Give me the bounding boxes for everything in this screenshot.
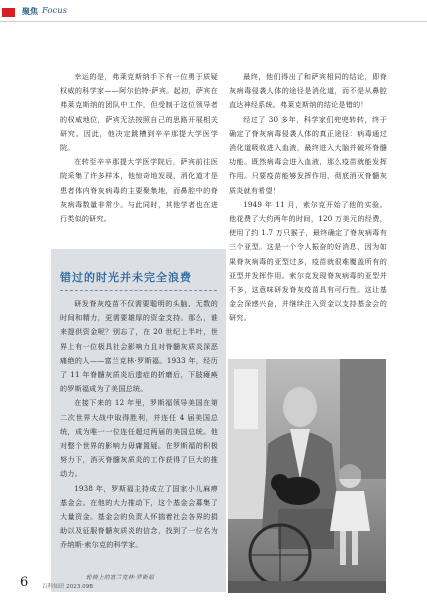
- heading-divider: [60, 290, 217, 291]
- publication-info: 百科知识 2023.09B: [42, 584, 94, 590]
- paragraph: 最终，他们得出了和萨宾相同的结论，即脊灰病毒侵袭人体的途径是消化道，而不是从鼻腔直达神经系统。弗莱克斯纳的结论是错的！: [229, 72, 387, 110]
- page-header: [0, 0, 427, 44]
- section-body: [60, 297, 218, 553]
- section-marker: [2, 8, 15, 17]
- highlight-section: [51, 249, 226, 592]
- photo-illustration: [228, 359, 386, 593]
- page-number: 6: [20, 575, 29, 590]
- paragraph: 研发脊灰疫苗不仅需要聪明的头脑、无数的时间和精力，更需要雄厚的资金支持。那么，谁来提供资金呢？别忘了，在 20 世纪上半叶，世界上有一位极具社会影响力且对脊髓灰质炎深恶痛绝的人——富兰克林·罗斯福。1933 年，经历了 11 年脊髓灰质炎后遗症的折磨后，下肢瘫痪的罗斯福成为了美国总统。: [60, 299, 218, 394]
- paragraph: 幸运的是，弗莱克斯纳手下有一位勇于质疑权威的科学家——阿尔伯特·萨宾。起初，萨宾在弗莱克斯纳的团队中工作，但受制于这位领导者的权威地位，萨宾无法按照自己的思路开展相关研究。因此，他决定跳槽到辛辛那提大学医学院。: [60, 72, 218, 153]
- right-column-text: [229, 70, 387, 326]
- roosevelt-photo: [228, 359, 386, 593]
- section-heading: 错过的时光并未完全浪费: [60, 271, 192, 284]
- paragraph: 1938 年，罗斯福主持成立了国家小儿麻痹基金会。在他的大力推动下，这个基金会募集了大量资金。基金会的负责人怀揣着社会各界的捐助以及征服脊髓灰质炎的信念，找到了一位名为乔纳斯·索尔克的科学家。: [60, 483, 218, 550]
- header-divider: [0, 21, 427, 22]
- paragraph: 1949 年 11 月，索尔克开始了他的实验。他花费了大约两年的时间，120 万美元的经费，使用了约 1.7 万只猴子，最终确定了脊灰病毒有三个亚型。这是一个令人振奋的好消息，因为如果脊灰病毒的亚型过多，疫苗就很难覆盖所有的亚型并发挥作用。索尔克发现脊灰病毒的亚型并不多，这意味研发脊灰疫苗具有可行性。这让基金会深感兴奋，并继续注入资金以支持基金会的研究。: [229, 199, 387, 323]
- paragraph: 经过了 30 多年，科学家们兜兜转转，终于确定了脊灰病毒侵袭人体的真正途径：病毒通过消化道吸收进入血液，最终进入大脑并破坏脊髓功能。既然病毒会进入血液，那么疫苗就能发挥作用。只要疫苗能够发挥作用，彻底消灭脊髓灰质炎就有希望！: [229, 114, 387, 195]
- paragraph: 在接下来的 12 年里，罗斯福领导美国在第二次世界大战中取得胜利，并连任 4 届美国总统，成为唯一一位连任超过两届的美国总统。他对整个世界的影响力毋庸置疑。在罗斯福的积极努力下，消灭脊髓灰质炎的工作获得了巨大的推动力。: [60, 398, 218, 479]
- section-label-en: Focus: [42, 6, 68, 16]
- paragraph: 在转至辛辛那提大学医学院后，萨宾前往医院采集了许多样本，他惊奇地发现，消化道才是患者体内脊灰病毒的主要聚集地，而鼻腔中的脊灰病毒数量非常少。与此同时，其他学者也在进行类似的研究。: [60, 157, 218, 224]
- photo-caption: 轮椅上的富兰克林·罗斯福: [86, 575, 155, 581]
- section-label-cn: 聚焦: [22, 7, 38, 16]
- left-column-text: [60, 70, 218, 226]
